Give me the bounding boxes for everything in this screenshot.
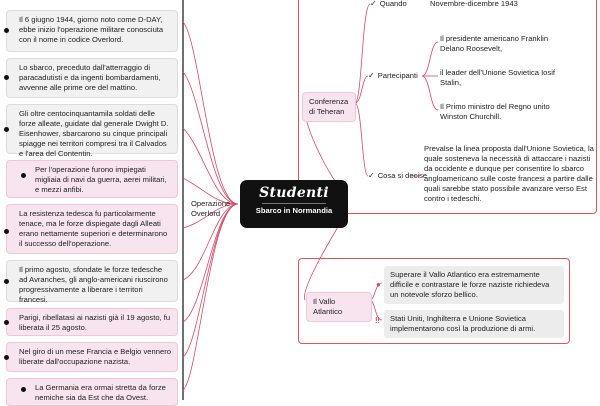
note-francia-belgio: Nel giro di un mese Francia e Belgio vennero liberate dall'occupazione nazista.: [6, 342, 178, 372]
node-vallo-atlantico[interactable]: Il Vallo Atlantico: [306, 292, 372, 322]
note-bullet: [4, 320, 9, 325]
vallo-note-2: ‼ Stati Uniti, Inghilterra e Unione Sovietica implementarono così la produzione di armi.: [384, 310, 564, 338]
note-bullet: [4, 75, 9, 80]
note-bullet: [4, 355, 9, 360]
check-icon: ✓: [368, 171, 375, 180]
central-topic[interactable]: [240, 180, 348, 228]
note-sbarco: Lo sbarco, preceduto dall'atterraggio di paracadutisti e da ingenti bombardamenti, avvenne alle prime ore del mattino.: [6, 58, 178, 98]
check-icon: ✓: [368, 71, 375, 80]
note-germania: La Germania era ormai stretta da forze nemiche sia da Est che da Ovest.: [6, 378, 178, 406]
branch-operazione-overlord[interactable]: Operazione Overlord: [191, 199, 231, 218]
bullet-icon: ●: [376, 280, 381, 289]
note-bullet: [21, 173, 26, 178]
decise-label: Cosa si decise: [377, 171, 428, 180]
studenti-logo: Studenti: [259, 185, 329, 201]
logo-divider: [262, 203, 326, 204]
note-bullet: [4, 127, 9, 132]
partecipanti-label: Partecipanti: [377, 71, 418, 80]
note-dday: Il 6 giugno 1944, giorno noto come D-DAY, ebbe inizio l'operazione militare conosciuta con il nome in codice Overlord.: [6, 10, 178, 52]
node-partecipanti[interactable]: [368, 71, 418, 81]
participant-roosevelt: Il presidente americano Franklin Delano Roosevelt,: [440, 34, 549, 53]
node-cosa-si-decise[interactable]: [368, 171, 427, 181]
pin-icon: ‼: [375, 316, 380, 325]
note-bullet: [4, 279, 9, 284]
note-bullet: [21, 387, 26, 392]
participant-churchill: Il Primo ministro del Regno unito Winston Churchill.: [440, 102, 550, 121]
central-topic-title: Sbarco in Normandia: [255, 206, 333, 215]
note-parigi: Parigi, ribellatasi ai nazisti già il 19 agosto, fu liberata il 25 agosto.: [6, 308, 178, 336]
participant-stalin: il leader dell'Unione Sovietica Iosif Stalin,: [440, 68, 555, 87]
check-icon: ✓: [370, 0, 377, 8]
note-bullet: [4, 28, 9, 33]
note-bullet: [4, 229, 9, 234]
quando-value: Novembre-dicembre 1943: [430, 0, 518, 8]
note-agosto: Il primo agosto, sfondate le forze tedesche ad Avranches, gli anglo-americani riuscirono progressivamente a liberare i territori francesi.: [6, 260, 178, 302]
note-resistenza: La resistenza tedesca fu particolarmente tenace, ma le forze dispiegate dagli Alleati erano nettamente superiori e determinarono il successo dell'operazione.: [6, 204, 178, 254]
node-conferenza-teheran[interactable]: Conferenza di Teheran: [302, 92, 356, 122]
note-navi: Per l'operazione furono impiegati migliaia di navi da guerra, aerei militari, e mezzi anfibi.: [6, 160, 178, 198]
vallo-note-1: ● Superare il Vallo Atlantico era estremamente difficile e contrastare le forze naziste richiedeva un notevole sforzo bellico.: [384, 266, 564, 304]
decise-value: Prevalse la linea proposta dall'Unione Sovietica, la quale sosteneva la necessità di attaccare i nazisti da occidente e dunque per consentire lo sbarco angloamericano sulle coste francesi a partire dalle quali sarebbe stato possibile avanzare verso Est contro i tedeschi.: [424, 144, 594, 203]
quando-label: Quando: [379, 0, 407, 8]
node-quando[interactable]: [370, 0, 407, 9]
note-soldati: Gli oltre centocinquantamila soldati delle forze alleate, guidate dal generale Dwight D. Eisenhower, sbarcarono su cinque principali spiagge nei territori compresi tra il Calvados e l'area del Contentin.: [6, 104, 178, 154]
